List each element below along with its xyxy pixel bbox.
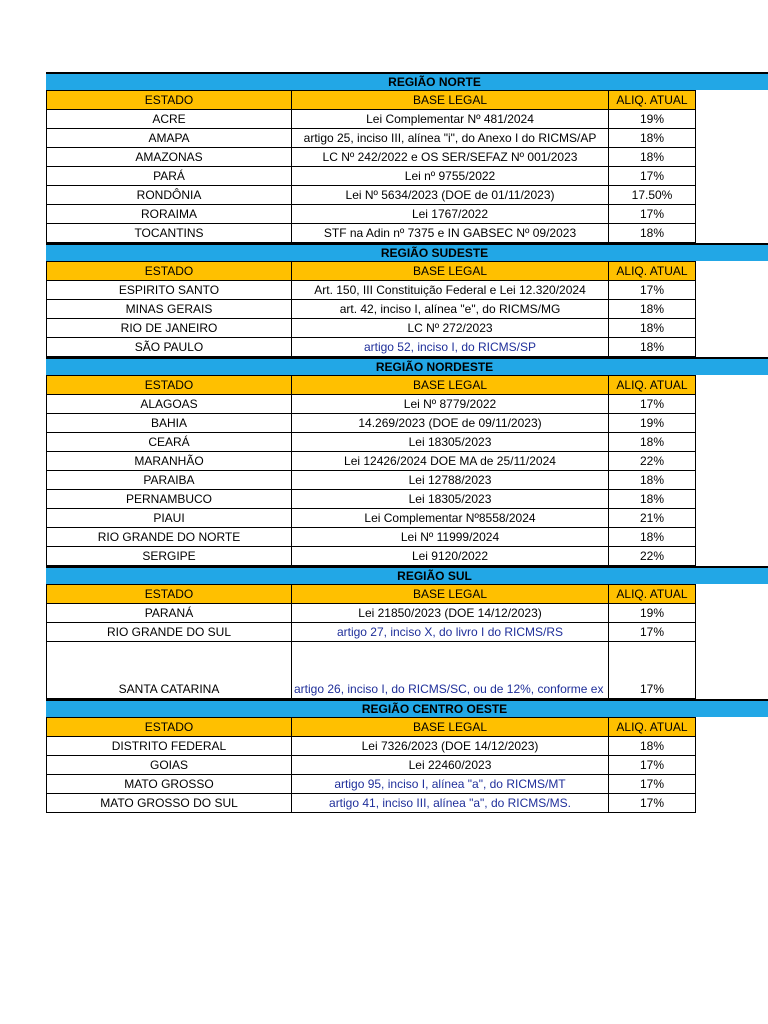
aliq-atual-column-header[interactable]: ALIQ. ATUAL [609, 718, 696, 737]
estado-cell[interactable]: PARAIBA [47, 471, 292, 490]
base-legal-cell[interactable]: Lei 22460/2023 [292, 756, 609, 775]
table-row [47, 737, 696, 756]
base-legal-cell[interactable]: Art. 150, III Constituição Federal e Lei 12.320/2024 [292, 281, 609, 300]
aliq-atual-cell[interactable]: 17% [609, 205, 696, 224]
estado-cell[interactable]: ACRE [47, 110, 292, 129]
table-row [47, 509, 696, 528]
base-legal-cell[interactable]: Lei 1767/2022 [292, 205, 609, 224]
region-header-bar [46, 566, 768, 584]
base-legal-cell[interactable]: Lei nº 9755/2022 [292, 167, 609, 186]
region-block-regiao-norte [46, 72, 768, 243]
aliq-atual-cell[interactable]: 19% [609, 604, 696, 623]
table-row [47, 604, 696, 623]
base-legal-column-header[interactable]: BASE LEGAL [292, 585, 609, 604]
column-header-row [47, 585, 696, 604]
estado-cell[interactable]: BAHIA [47, 414, 292, 433]
aliq-atual-cell[interactable]: 18% [609, 338, 696, 357]
estado-cell[interactable]: ALAGOAS [47, 395, 292, 414]
table-row [47, 338, 696, 357]
region-header-bar [46, 72, 768, 90]
base-legal-cell[interactable]: Lei Complementar Nº 481/2024 [292, 110, 609, 129]
estado-cell[interactable]: MATO GROSSO [47, 775, 292, 794]
region-header-bar [46, 243, 768, 261]
aliq-atual-cell[interactable]: 18% [609, 490, 696, 509]
estado-cell[interactable]: RONDÔNIA [47, 186, 292, 205]
base-legal-column-header[interactable]: BASE LEGAL [292, 718, 609, 737]
table-row [47, 110, 696, 129]
estado-cell[interactable]: AMAZONAS [47, 148, 292, 167]
estado-column-header[interactable]: ESTADO [47, 376, 292, 395]
aliq-atual-cell[interactable]: 18% [609, 129, 696, 148]
estado-cell[interactable]: RORAIMA [47, 205, 292, 224]
region-table [46, 90, 696, 243]
estado-cell[interactable]: RIO GRANDE DO SUL [47, 623, 292, 642]
base-legal-cell[interactable]: LC Nº 272/2023 [292, 319, 609, 338]
aliq-atual-cell[interactable]: 17% [609, 794, 696, 813]
base-legal-cell[interactable]: Lei Complementar Nº8558/2024 [292, 509, 609, 528]
estado-cell[interactable]: SERGIPE [47, 547, 292, 566]
table-row [47, 167, 696, 186]
table-row [47, 547, 696, 566]
table-row [47, 471, 696, 490]
region-title: REGIÃO CENTRO OESTE [361, 702, 508, 716]
estado-column-header[interactable]: ESTADO [47, 718, 292, 737]
column-header-row [47, 91, 696, 110]
base-legal-cell[interactable]: Lei Nº 5634/2023 (DOE de 01/11/2023) [292, 186, 609, 205]
column-header-row [47, 376, 696, 395]
aliq-atual-cell[interactable]: 18% [609, 319, 696, 338]
base-legal-cell[interactable]: artigo 41, inciso III, alínea "a", do RICMS/MS. [292, 794, 609, 813]
aliq-atual-cell[interactable]: 18% [609, 471, 696, 490]
region-table [46, 261, 696, 357]
table-row [47, 756, 696, 775]
aliq-atual-cell[interactable]: 17% [609, 623, 696, 642]
table-row [47, 205, 696, 224]
base-legal-cell[interactable]: artigo 27, inciso X, do livro I do RICMS/RS [292, 623, 609, 642]
aliq-atual-cell[interactable]: 18% [609, 300, 696, 319]
aliq-atual-cell[interactable]: 18% [609, 737, 696, 756]
aliq-atual-cell[interactable]: 19% [609, 414, 696, 433]
aliq-atual-cell[interactable]: 17% [609, 167, 696, 186]
table-row [47, 186, 696, 205]
region-table [46, 717, 696, 813]
aliq-atual-column-header[interactable]: ALIQ. ATUAL [609, 376, 696, 395]
estado-cell[interactable]: RIO DE JANEIRO [47, 319, 292, 338]
aliq-atual-column-header[interactable]: ALIQ. ATUAL [609, 91, 696, 110]
table-row [47, 129, 696, 148]
base-legal-cell[interactable]: STF na Adin nº 7375 e IN GABSEC Nº 09/2023 [292, 224, 609, 243]
base-legal-cell[interactable]: artigo 52, inciso I, do RICMS/SP [292, 338, 609, 357]
table-row [47, 623, 696, 642]
estado-cell[interactable]: CEARÁ [47, 433, 292, 452]
base-legal-cell[interactable]: Lei 18305/2023 [292, 490, 609, 509]
estado-column-header[interactable]: ESTADO [47, 91, 292, 110]
column-header-row [47, 262, 696, 281]
table-row [47, 452, 696, 471]
base-legal-column-header[interactable]: BASE LEGAL [292, 376, 609, 395]
region-title: REGIÃO NORDESTE [375, 360, 494, 374]
table-row [47, 281, 696, 300]
aliq-atual-cell[interactable]: 17% [609, 642, 696, 699]
aliq-atual-cell[interactable]: 22% [609, 547, 696, 566]
table-row [47, 794, 696, 813]
estado-cell[interactable]: MATO GROSSO DO SUL [47, 794, 292, 813]
base-legal-cell[interactable]: Lei 21850/2023 (DOE 14/12/2023) [292, 604, 609, 623]
estado-cell[interactable]: RIO GRANDE DO NORTE [47, 528, 292, 547]
aliq-atual-cell[interactable]: 18% [609, 528, 696, 547]
estado-cell[interactable]: SANTA CATARINA [47, 642, 292, 699]
base-legal-cell[interactable]: Lei 18305/2023 [292, 433, 609, 452]
estado-cell[interactable]: AMAPA [47, 129, 292, 148]
base-legal-cell[interactable]: Lei 12426/2024 DOE MA de 25/11/2024 [292, 452, 609, 471]
estado-cell[interactable]: PARANÁ [47, 604, 292, 623]
region-title: REGIÃO NORTE [388, 75, 481, 89]
table-row [47, 642, 696, 699]
aliq-atual-cell[interactable]: 18% [609, 224, 696, 243]
estado-column-header[interactable]: ESTADO [47, 585, 292, 604]
aliq-atual-cell[interactable]: 18% [609, 433, 696, 452]
table-row [47, 528, 696, 547]
estado-cell[interactable]: PIAUI [47, 509, 292, 528]
region-block-regiao-sul [46, 566, 768, 699]
base-legal-cell[interactable]: Lei 12788/2023 [292, 471, 609, 490]
table-row [47, 319, 696, 338]
table-row [47, 775, 696, 794]
aliq-atual-column-header[interactable]: ALIQ. ATUAL [609, 585, 696, 604]
table-row [47, 490, 696, 509]
estado-cell[interactable]: ESPIRITO SANTO [47, 281, 292, 300]
estado-cell[interactable]: GOIAS [47, 756, 292, 775]
base-legal-cell[interactable]: LC Nº 242/2022 e OS SER/SEFAZ Nº 001/2023 [292, 148, 609, 167]
estado-cell[interactable]: MARANHÃO [47, 452, 292, 471]
region-header-bar [46, 357, 768, 375]
aliq-atual-cell[interactable]: 17% [609, 775, 696, 794]
region-title: REGIÃO SUDESTE [380, 246, 489, 260]
region-table [46, 375, 696, 566]
base-legal-cell[interactable]: Lei Nº 8779/2022 [292, 395, 609, 414]
estado-cell[interactable]: TOCANTINS [47, 224, 292, 243]
base-legal-cell[interactable]: 14.269/2023 (DOE de 09/11/2023) [292, 414, 609, 433]
table-row [47, 224, 696, 243]
table-row [47, 414, 696, 433]
base-legal-cell[interactable]: artigo 26, inciso I, do RICMS/SC, ou de 12%, conforme ex [292, 642, 609, 699]
column-header-row [47, 718, 696, 737]
aliq-atual-cell[interactable]: 19% [609, 110, 696, 129]
region-title: REGIÃO SUL [397, 569, 472, 583]
estado-cell[interactable]: PARÁ [47, 167, 292, 186]
base-legal-cell[interactable]: Lei 7326/2023 (DOE 14/12/2023) [292, 737, 609, 756]
table-row [47, 300, 696, 319]
aliq-atual-column-header[interactable]: ALIQ. ATUAL [609, 262, 696, 281]
table-row [47, 148, 696, 167]
base-legal-cell[interactable]: artigo 25, inciso III, alínea "i", do Anexo I do RICMS/AP [292, 129, 609, 148]
region-block-regiao-nordeste [46, 357, 768, 566]
aliq-atual-cell[interactable]: 17.50% [609, 186, 696, 205]
estado-cell[interactable]: SÃO PAULO [47, 338, 292, 357]
aliq-atual-cell[interactable]: 17% [609, 395, 696, 414]
aliq-atual-cell[interactable]: 22% [609, 452, 696, 471]
table-row [47, 395, 696, 414]
aliq-atual-cell[interactable]: 18% [609, 148, 696, 167]
region-header-bar [46, 699, 768, 717]
region-table [46, 584, 696, 699]
base-legal-column-header[interactable]: BASE LEGAL [292, 262, 609, 281]
base-legal-cell[interactable]: Lei Nº 11999/2024 [292, 528, 609, 547]
base-legal-cell[interactable]: art. 42, inciso I, alínea "e", do RICMS/MG [292, 300, 609, 319]
region-block-regiao-centro-oeste [46, 699, 768, 813]
aliq-atual-cell[interactable]: 17% [609, 756, 696, 775]
table-row [47, 433, 696, 452]
base-legal-column-header[interactable]: BASE LEGAL [292, 91, 609, 110]
estado-cell[interactable]: MINAS GERAIS [47, 300, 292, 319]
base-legal-cell[interactable]: Lei 9120/2022 [292, 547, 609, 566]
base-legal-cell[interactable]: artigo 95, inciso I, alínea "a", do RICMS/MT [292, 775, 609, 794]
aliq-atual-cell[interactable]: 21% [609, 509, 696, 528]
spreadsheet-sheet [46, 72, 768, 813]
aliq-atual-cell[interactable]: 17% [609, 281, 696, 300]
estado-cell[interactable]: PERNAMBUCO [47, 490, 292, 509]
estado-cell[interactable]: DISTRITO FEDERAL [47, 737, 292, 756]
region-block-regiao-sudeste [46, 243, 768, 357]
estado-column-header[interactable]: ESTADO [47, 262, 292, 281]
